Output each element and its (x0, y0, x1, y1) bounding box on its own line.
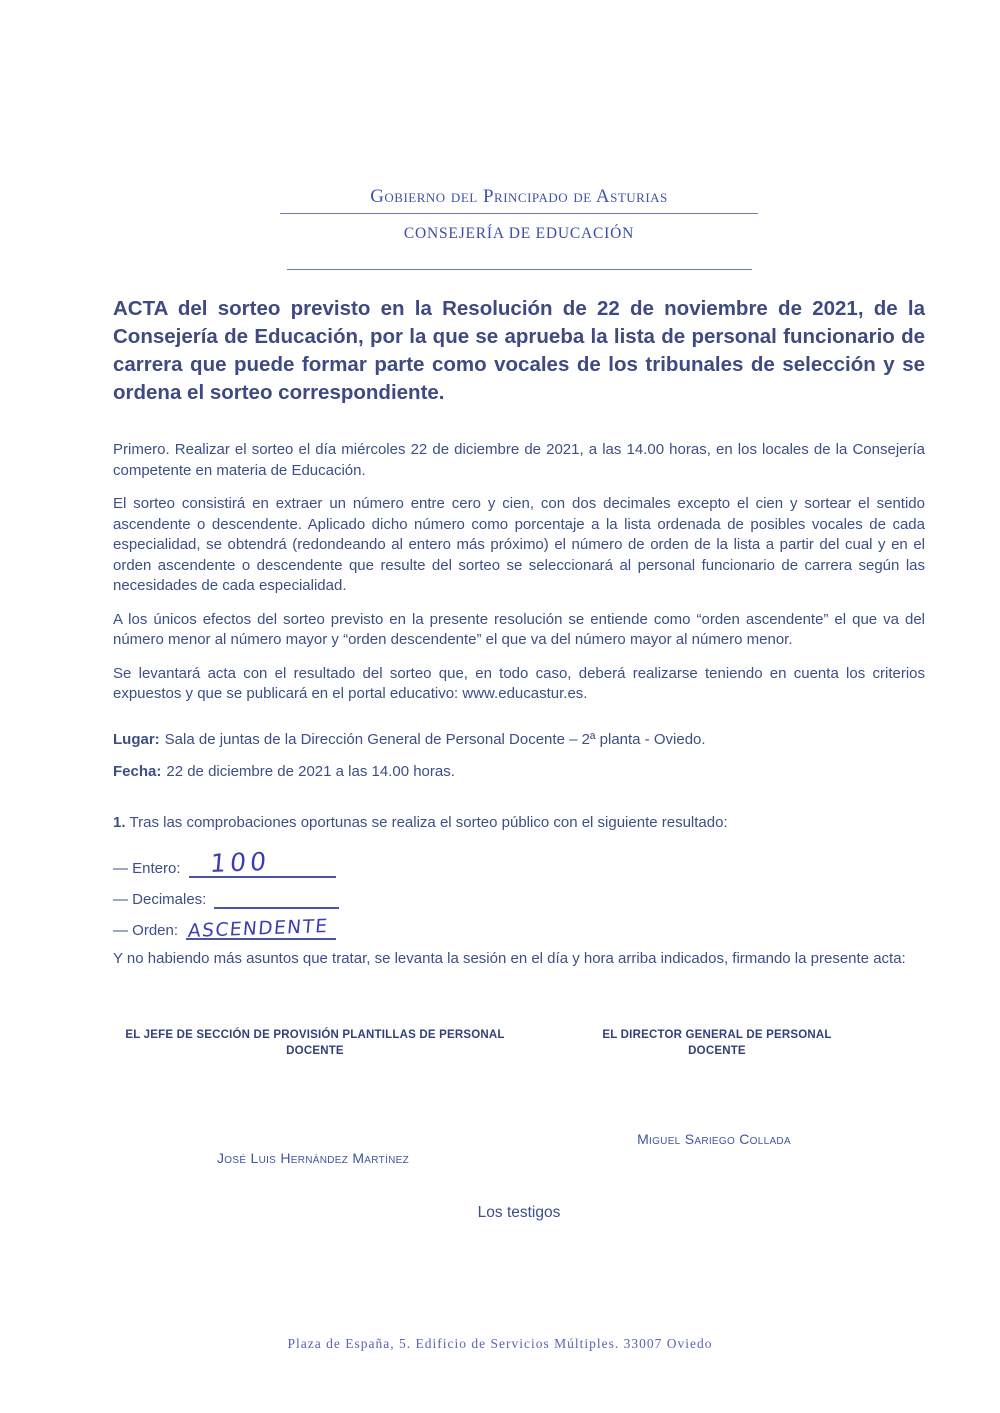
field-blank-orden (186, 916, 336, 940)
venue-text: Sala de juntas de la Dirección General de Personal Docente – 2ª planta - Oviedo. (164, 730, 706, 748)
meta-block (113, 730, 925, 783)
signature-title-left: EL JEFE DE SECCIÓN DE PROVISIÓN PLANTILLAS DE PERSONAL DOCENTE (125, 1029, 505, 1057)
closing-paragraph: Y no habiendo más asuntos que tratar, se levanta la sesión en el día y hora arriba indicados, firmando la presente acta: (113, 950, 906, 967)
field-blank-decimales (214, 885, 339, 909)
field-label-orden: — Orden: (113, 922, 179, 939)
signatory-name-right: Miguel Sariego Collada (637, 1131, 791, 1147)
paragraph-primero: Primero. Realizar el sorteo el día miércoles 22 de diciembre de 2021, a las 14.00 horas, en los locales de la Consejería competente en materia de Educación. (113, 441, 925, 479)
field-blank-entero (189, 846, 336, 878)
paragraph-order-definition: A los únicos efectos del sorteo previsto en la presente resolución se entiende como “orden ascendente” el que va del número menor al número mayor y “orden descendente” el que va del número mayor al número menor. (113, 610, 925, 648)
letterhead-department: CONSEJERÍA DE EDUCACIÓN (403, 225, 635, 242)
paragraph-acta-publication: Se levantará acta con el resultado del sorteo que, en todo caso, deberá realizarse teniendo en cuenta los criterios expuestos y que se publicará en el portal educativo: www.educastur.es. (113, 664, 925, 702)
handwritten-orden-value: ASCENDENTE (187, 916, 330, 942)
venue-label: Lugar: (113, 730, 160, 748)
date-label: Fecha: (113, 763, 162, 780)
paragraph-procedure: El sorteo consistirá en extraer un número entre cero y cien, con dos decimales excepto el cien y sortear el sentido ascendente o descendente. Aplicado dicho número como porcentaje a la lista ordenada de posibles vocales de cada especialidad, se obtendrá (redondeando al entero más próximo) el número de orden de la lista a partir del cual y en el orden ascendente o descendente que resulte del sorteo se seleccionará al personal funcionario de carrera según las necesidades de cada especialidad. (113, 495, 925, 594)
body-paragraphs (113, 440, 925, 705)
letterhead (113, 186, 925, 270)
venue-line (113, 730, 925, 751)
signatory-name-left: José Luis Hernández Martínez (216, 1150, 410, 1166)
field-row-orden (113, 909, 925, 940)
footer-address: Plaza de España, 5. Edificio de Servicios Múltiples. 33007 Oviedo (287, 1336, 713, 1351)
letterhead-rule-bottom (287, 269, 752, 270)
date-text: 22 de diciembre de 2021 a las 14.00 horas. (166, 763, 455, 780)
letterhead-government: Gobierno del Principado de Asturias (370, 186, 668, 207)
field-row-decimales (113, 878, 925, 909)
result-intro-text: Tras las comprobaciones oportunas se realiza el sorteo público con el siguiente resultado: (129, 813, 728, 831)
document-title: ACTA del sorteo previsto en la Resolución de 22 de noviembre de 2021, de la Consejería de Educación, por la que se aprueba la lista de personal funcionario de carrera que puede formar parte como vocales de los tribunales de selección y se ordena el sorteo correspondiente. (113, 297, 925, 404)
signature-title-right: EL DIRECTOR GENERAL DE PERSONAL DOCENTE (602, 1029, 832, 1057)
document-content (113, 0, 925, 970)
result-fields (113, 847, 925, 940)
result-intro-line (113, 813, 925, 834)
field-row-entero (113, 847, 925, 878)
result-number: 1. (113, 813, 126, 831)
witnesses-label: Los testigos (477, 1204, 561, 1221)
handwritten-entero-value: 100 (208, 846, 271, 878)
letterhead-rule-top (280, 213, 758, 214)
field-label-decimales: — Decimales: (113, 891, 207, 908)
field-label-entero: — Entero: (113, 860, 181, 877)
date-line (113, 762, 925, 783)
